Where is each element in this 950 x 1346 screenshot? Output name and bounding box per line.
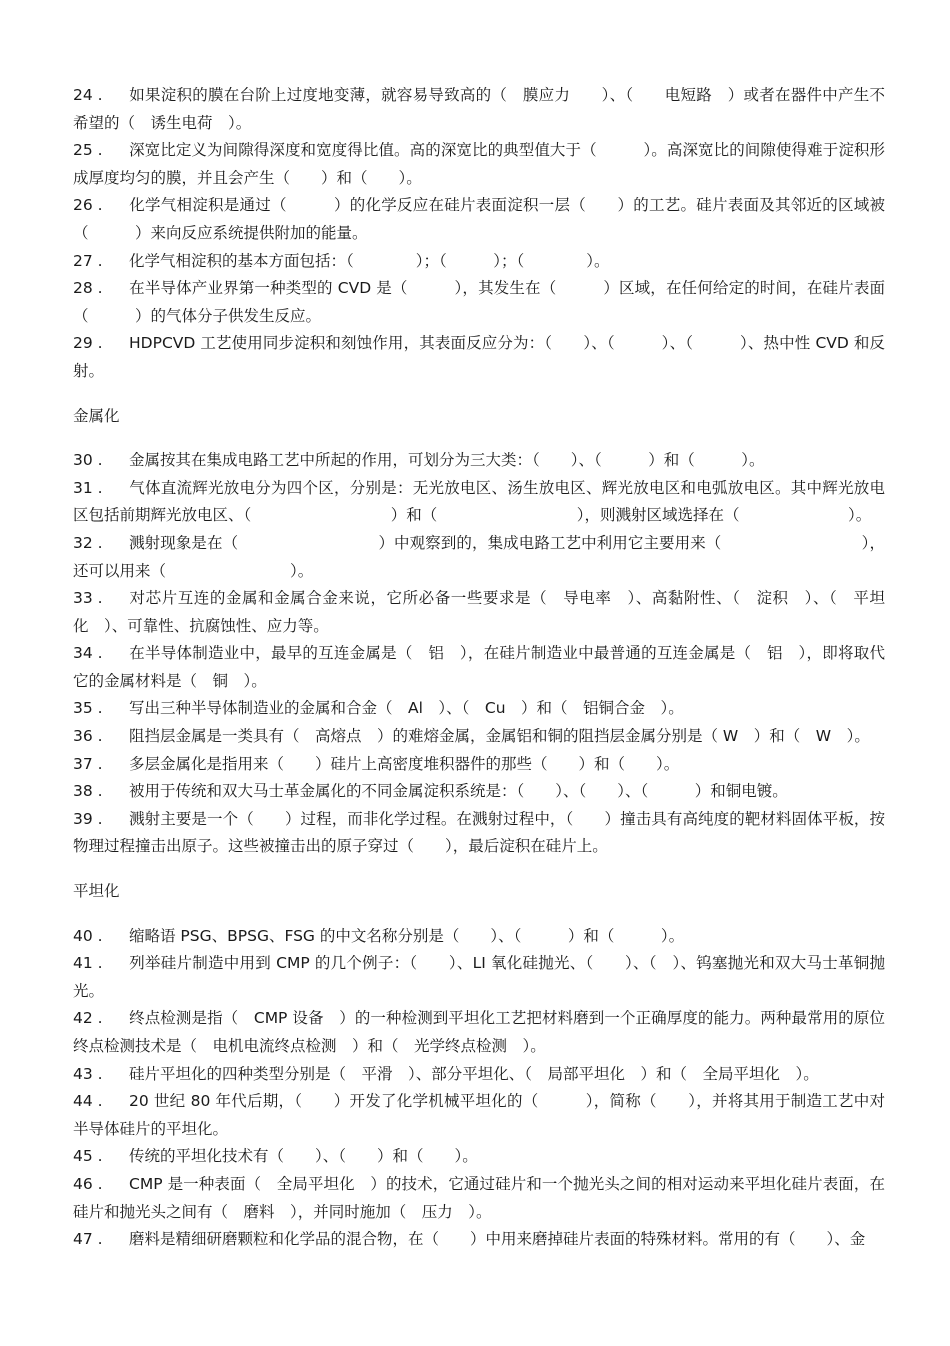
question-number: 25 . (73, 141, 103, 160)
question-24 (73, 82, 885, 137)
question-28 (73, 275, 885, 330)
question-46 (73, 1171, 885, 1226)
section-heading: 金属化 (73, 406, 120, 425)
question-text: 终点检测是指（ CMP 设备 ）的一种检测到平坦化工艺把材料磨到一个正确厚度的能力。两种最常用的原位终点检测技术是（ 电机电流终点检测 ）和（ 光学终点检测 ）。 (73, 1009, 885, 1055)
question-number: 34 . (73, 644, 103, 663)
question-number: 43 . (73, 1064, 103, 1083)
question-31 (73, 475, 885, 530)
question-44 (73, 1088, 885, 1143)
question-text: 多层金属化是指用来（ ）硅片上高密度堆积器件的那些（ ）和（ ）。 (129, 754, 680, 773)
spacer (73, 861, 885, 878)
question-29 (73, 330, 885, 385)
question-25 (73, 137, 885, 192)
question-text: 写出三种半导体制造业的金属和合金（ Al ）、（ Cu ）和（ 铝铜合金 ）。 (129, 699, 684, 718)
question-number: 30 . (73, 451, 103, 470)
question-text: 化学气相淀积的基本方面包括：（ ）；（ ）；（ ）。 (129, 251, 610, 270)
question-text: 溅射主要是一个（ ）过程，而非化学过程。在溅射过程中，（ ）撞击具有高纯度的靶材料固体平板，按物理过程撞击出原子。这些被撞击出的原子穿过（ ），最后淀积在硅片上。 (73, 809, 885, 856)
question-number: 38 . (73, 782, 103, 801)
question-text: 如果淀积的膜在台阶上过度地变薄，就容易导致高的（ 膜应力 ）、（ 电短路 ）或者在器件中产生不希望的（ 诱生电荷 ）。 (73, 86, 885, 132)
question-text: 金属按其在集成电路工艺中所起的作用，可划分为三大类：（ ）、（ ）和（ ）。 (129, 451, 765, 470)
spacer (73, 430, 885, 447)
question-text: 硅片平坦化的四种类型分别是（ 平滑 ）、部分平坦化、（ 局部平坦化 ）和（ 全局平坦化 ）。 (129, 1064, 819, 1083)
question-33 (73, 585, 885, 640)
question-text: 传统的平坦化技术有（ ）、（ ）和（ ）。 (129, 1147, 478, 1166)
question-40 (73, 923, 885, 951)
question-text: 深宽比定义为间隙得深度和宽度得比值。高的深宽比的典型值大于（ ）。高深宽比的间隙使得难于淀积形成厚度均匀的膜，并且会产生（ ）和（ ）。 (73, 141, 885, 187)
spacer (73, 386, 885, 403)
question-text: 化学气相淀积是通过（ ）的化学反应在硅片表面淀积一层（ ）的工艺。硅片表面及其邻近的区域被（ ）来向反应系统提供附加的能量。 (73, 196, 885, 242)
spacer (73, 906, 885, 923)
question-text: 20 世纪 80 年代后期，（ ）开发了化学机械平坦化的（ ），简称（ ），并将其用于制造工艺中对半导体硅片的平坦化。 (73, 1092, 885, 1138)
question-text: 磨料是精细研磨颗粒和化学品的混合物，在（ ）中用来磨掉硅片表面的特殊材料。常用的有（ ）、金 (129, 1230, 866, 1249)
question-number: 46 . (73, 1174, 103, 1193)
question-47 (73, 1226, 885, 1254)
question-text: 在半导体产业界第一种类型的 CVD 是（ ），其发生在（ ）区域，在任何给定的时间，在硅片表面（ ）的气体分子供发生反应。 (73, 279, 885, 325)
question-number: 35 . (73, 699, 103, 718)
question-number: 42 . (73, 1009, 103, 1028)
question-text: 阻挡层金属是一类具有（ 高熔点 ）的难熔金属，金属铝和铜的阻挡层金属分别是（ W ）和（ W ）。 (129, 727, 870, 746)
question-39 (73, 806, 885, 861)
question-text: 溅射现象是在（ ）中观察到的，集成电路工艺中利用它主要用来（ ），还可以用来（ ）。 (73, 533, 885, 580)
question-37 (73, 751, 885, 779)
question-text: 缩略语 PSG、BPSG、FSG 的中文名称分别是（ ）、（ ）和（ ）。 (129, 926, 685, 945)
question-number: 36 . (73, 727, 103, 746)
question-number: 39 . (73, 809, 103, 828)
question-36 (73, 723, 885, 751)
question-30 (73, 447, 885, 475)
question-number: 26 . (73, 196, 103, 215)
question-number: 24 . (73, 86, 103, 104)
section-cvd (73, 82, 885, 386)
question-43 (73, 1061, 885, 1089)
question-42 (73, 1005, 885, 1060)
question-32 (73, 530, 885, 585)
question-38 (73, 778, 885, 806)
section-metallization (73, 403, 885, 862)
question-26 (73, 192, 885, 247)
question-number: 33 . (73, 589, 103, 608)
question-text: 对芯片互连的金属和金属合金来说，它所必备一些要求是（ 导电率 ）、高黏附性、（ 淀积 ）、（ 平坦化 ）、可靠性、抗腐蚀性、应力等。 (73, 589, 885, 635)
question-text: CMP 是一种表面（ 全局平坦化 ）的技术，它通过硅片和一个抛光头之间的相对运动来平坦化硅片表面，在硅片和抛光头之间有（ 磨料 ），并同时施加（ 压力 ）。 (73, 1174, 885, 1221)
question-34 (73, 640, 885, 695)
question-text: 被用于传统和双大马士革金属化的不同金属淀积系统是：（ ）、（ ）、（ ）和铜电镀。 (129, 782, 788, 801)
section-heading: 平坦化 (73, 882, 120, 901)
question-number: 27 . (73, 251, 103, 270)
question-text: 气体直流辉光放电分为四个区，分别是：无光放电区、汤生放电区、辉光放电区和电弧放电区。其中辉光放电区包括前期辉光放电区、（ ）和（ ），则溅射区域选择在（ ）。 (73, 478, 885, 525)
question-number: 37 . (73, 754, 103, 773)
question-number: 32 . (73, 533, 103, 552)
question-number: 29 . (73, 334, 103, 353)
question-number: 40 . (73, 926, 103, 945)
question-number: 45 . (73, 1147, 103, 1166)
question-number: 44 . (73, 1092, 103, 1111)
question-number: 28 . (73, 279, 103, 298)
question-text: HDPCVD 工艺使用同步淀积和刻蚀作用，其表面反应分为：（ ）、（ ）、（ ）、热中性 CVD 和反射。 (73, 334, 885, 380)
question-35 (73, 695, 885, 723)
question-45 (73, 1143, 885, 1171)
question-number: 41 . (73, 954, 103, 973)
question-text: 在半导体制造业中，最早的互连金属是（ 铝 ），在硅片制造业中最普通的互连金属是（ 铝 ），即将取代它的金属材料是（ 铜 ）。 (73, 644, 885, 690)
question-27 (73, 248, 885, 276)
question-text: 列举硅片制造中用到 CMP 的几个例子：（ ）、LI 氧化硅抛光、（ ）、（ ）、钨塞抛光和双大马士革铜抛光。 (73, 954, 885, 1000)
question-number: 47 . (73, 1230, 103, 1249)
question-41 (73, 950, 885, 1005)
section-planarization (73, 878, 885, 1254)
document-content (73, 82, 885, 1254)
question-number: 31 . (73, 478, 103, 497)
